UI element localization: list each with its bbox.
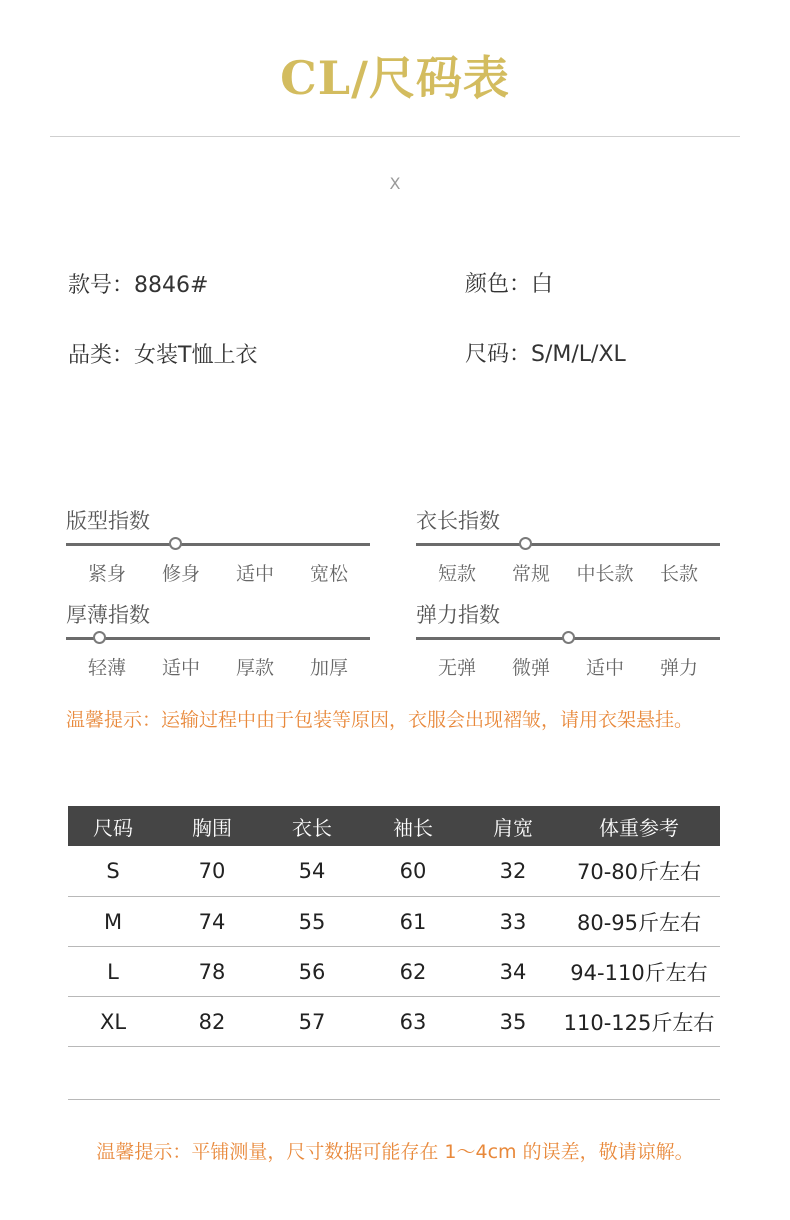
table-row (68, 846, 720, 897)
scale-option: 适中 (585, 657, 624, 679)
table-cell: 55 (298, 909, 326, 934)
table-cell: 74 (198, 909, 226, 934)
table-cell: 34 (499, 959, 527, 984)
header-cell: 体重参考 (599, 815, 679, 840)
scale-option: 紧身 (87, 563, 126, 585)
table-cell: 70-80斤左右 (576, 860, 702, 884)
table-cell: XL (99, 1009, 127, 1034)
scale-option: 修身 (161, 563, 200, 585)
table-cell: 70 (198, 859, 226, 883)
header-cell: 衣长 (292, 815, 332, 840)
scale-option: 厚款 (235, 657, 274, 679)
scale-title: 衣长指数 (416, 509, 500, 533)
scale-option: 短款 (437, 563, 476, 585)
scale-option: 加厚 (309, 657, 348, 679)
scale-track (416, 543, 720, 546)
scale-title: 弹力指数 (416, 603, 500, 627)
table-cell: 56 (298, 959, 326, 984)
table-cell: M (103, 909, 123, 934)
table-header (68, 806, 720, 846)
table-cell: 61 (399, 909, 427, 934)
scale-option: 中长款 (576, 563, 634, 585)
scale-marker (93, 631, 106, 644)
shipping-tip: 温馨提示：运输过程中由于包装等原因，衣服会出现褶皱，请用衣架悬挂。 (66, 709, 694, 731)
scale-marker (169, 537, 182, 550)
style-number: 款号：8846# (68, 273, 209, 298)
category-info: 品类：女装T恤上衣 (68, 343, 258, 368)
scale-option: 弹力 (659, 657, 698, 679)
table-cell: L (107, 959, 119, 984)
scale-option: 常规 (511, 563, 550, 585)
table-cell: 80-95斤左右 (576, 910, 702, 935)
scale-title: 版型指数 (66, 509, 150, 533)
scale-track (66, 543, 370, 546)
table-cell: 94-110斤左右 (570, 960, 708, 985)
scale-option: 微弹 (511, 657, 550, 679)
scale-option: 宽松 (309, 563, 348, 585)
sizes-info: 尺码：S/M/L/XL (465, 342, 626, 367)
table-cell: 54 (298, 859, 326, 883)
table-row (68, 997, 720, 1047)
table-cell: 32 (499, 859, 527, 883)
divider (68, 1099, 720, 1100)
table-cell: 63 (399, 1009, 427, 1034)
table-row (68, 947, 720, 997)
table-cell: 62 (399, 959, 427, 984)
size-table (68, 806, 720, 1047)
table-cell: 60 (399, 859, 427, 883)
color-info: 颜色：白 (465, 272, 554, 297)
scale-marker (562, 631, 575, 644)
table-cell: S (106, 859, 120, 883)
scale-option: 轻薄 (87, 657, 126, 679)
scale-marker (519, 537, 532, 550)
scale-option: 长款 (659, 563, 698, 585)
page-title: CL/尺码表 (280, 51, 510, 105)
close-icon[interactable]: X (389, 174, 401, 193)
header-cell: 袖长 (393, 815, 433, 840)
scale-option: 适中 (235, 563, 274, 585)
table-cell: 33 (499, 909, 527, 934)
table-cell: 110-125斤左右 (563, 1010, 715, 1035)
header-cell: 肩宽 (493, 815, 533, 840)
header-cell: 胸围 (192, 815, 232, 840)
table-cell: 35 (499, 1009, 527, 1034)
table-cell: 57 (298, 1009, 326, 1034)
divider (50, 136, 740, 137)
table-cell: 78 (198, 959, 226, 984)
table-cell: 82 (198, 1009, 226, 1034)
measurement-tip: 温馨提示：平铺测量，尺寸数据可能存在 1～4cm 的误差，敬请谅解。 (96, 1141, 694, 1163)
scale-track (66, 637, 370, 640)
scale-option: 适中 (161, 657, 200, 679)
header-cell: 尺码 (93, 815, 133, 840)
scale-option: 无弹 (437, 657, 476, 679)
scale-title: 厚薄指数 (66, 603, 150, 627)
table-row (68, 897, 720, 947)
